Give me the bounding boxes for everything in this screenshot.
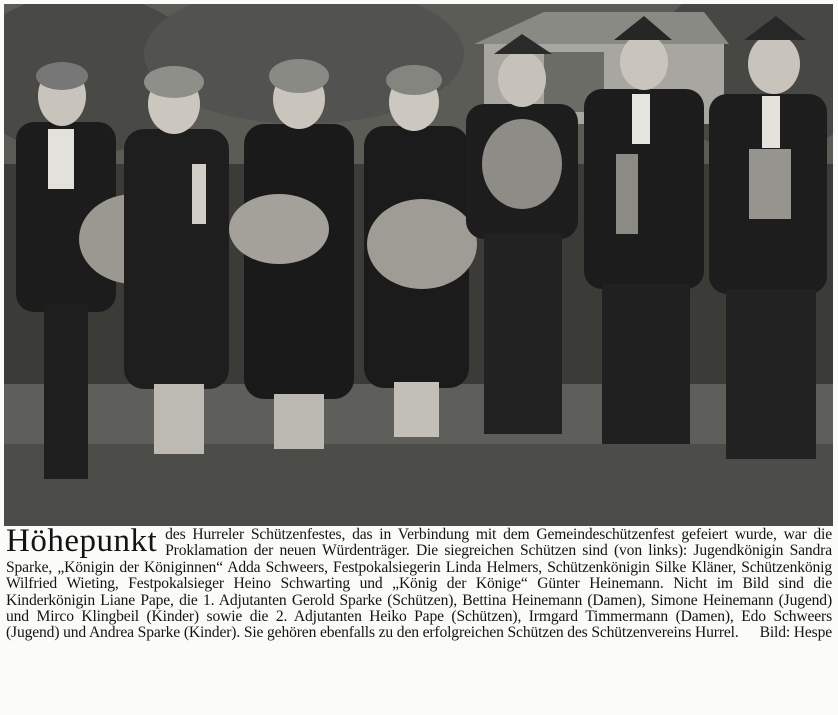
caption-headline: Höhepunkt <box>6 523 158 559</box>
photo-caption <box>6 523 832 642</box>
newspaper-photo <box>4 4 833 526</box>
caption-body: des Hurreler Schützenfestes, das in Verbindung mit dem Gemeindeschützenfest gefeiert wurde, war die Proklamation der neuen Würdenträger. Die siegreichen Schützen sind (von links): Jugendkönigin Sandra Sparke, „Königin der Königinnen“ Adda Schweers, Festpokalsiegerin Linda Helmers, Schützenkönigin Silke Kläner, Schützenkönig Wilfried Wieting, Festpokalsieger Heino Schwarting und „König der Könige“ Günter Heinemann. Nicht im Bild sind die Kinderkönigin Liane Pape, die 1. Adjutanten Gerold Sparke (Schützen), Bettina Heinemann (Damen), Simone Heinemann (Jugend) und Mirco Klingbeil (Kinder) sowie die 2. Adjutanten Heiko Pape (Schützen), Irmgard Timmermann (Damen), Edo Schweers (Jugend) und Andrea Sparke (Kinder). Sie gehören ebenfalls zu den erfolgreichen Schützen des Schützenvereins Hurrel. <box>6 526 832 642</box>
group-photo-illustration <box>4 4 833 526</box>
photo-credit: Bild: Hespe <box>759 624 832 642</box>
